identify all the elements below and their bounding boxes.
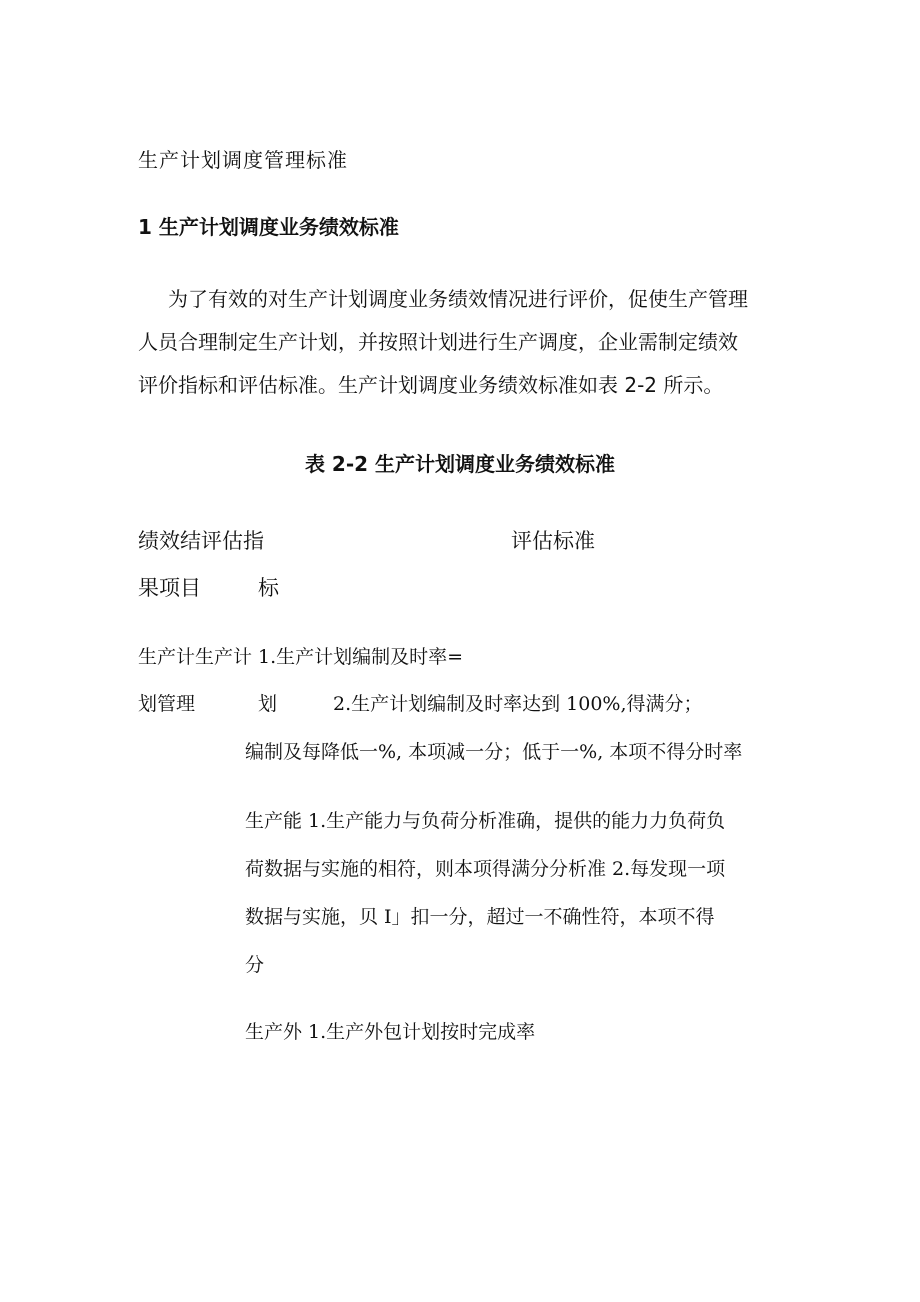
intro-line: 评价指标和评估标准。生产计划调度业务绩效标准如表 2-2 所示。 (138, 373, 724, 397)
table-cell-text: 2.生产计划编制及时率达到 100%,得满分； (333, 693, 703, 715)
table-cell-text: 生产外 1.生产外包计划按时完成率 (245, 1021, 536, 1043)
section-heading: 1 生产计划调度业务绩效标准 (138, 215, 399, 239)
table-cell-text: 生产计生产计 1.生产计划编制及时率= (138, 646, 464, 668)
table-cell-text: 生产能 1.生产能力与负荷分析准确，提供的能力力负荷负 (245, 810, 726, 832)
table-caption: 表 2-2 生产计划调度业务绩效标准 (304, 452, 616, 476)
table-header-cell: 果项目 (138, 576, 201, 600)
table-header-cell: 评估标准 (511, 529, 595, 553)
intro-line: 为了有效的对生产计划调度业务绩效情况进行评价，促使生产管理 (168, 287, 748, 311)
table-cell-text: 编制及每降低一%, 本项减一分；低于一%, 本项不得分时率 (245, 741, 743, 763)
table-cell-text: 划管理 (138, 693, 196, 715)
intro-line: 人员合理制定生产计划，并按照计划进行生产调度，企业需制定绩效 (138, 330, 738, 354)
table-header-cell: 绩效结评估指 (138, 529, 264, 553)
table-cell-text: 划 (258, 693, 278, 715)
table-cell-text: 荷数据与实施的相符，则本项得满分分析准 2.每发现一项 (245, 858, 726, 880)
intro-paragraph (138, 278, 803, 407)
table-header-cell: 标 (258, 576, 279, 600)
document-title: 生产计划调度管理标准 (138, 148, 348, 172)
table-cell-text: 分 (245, 954, 265, 976)
table-cell-text: 数据与实施，贝 I」扣一分，超过一不确性符，本项不得 (245, 906, 715, 928)
